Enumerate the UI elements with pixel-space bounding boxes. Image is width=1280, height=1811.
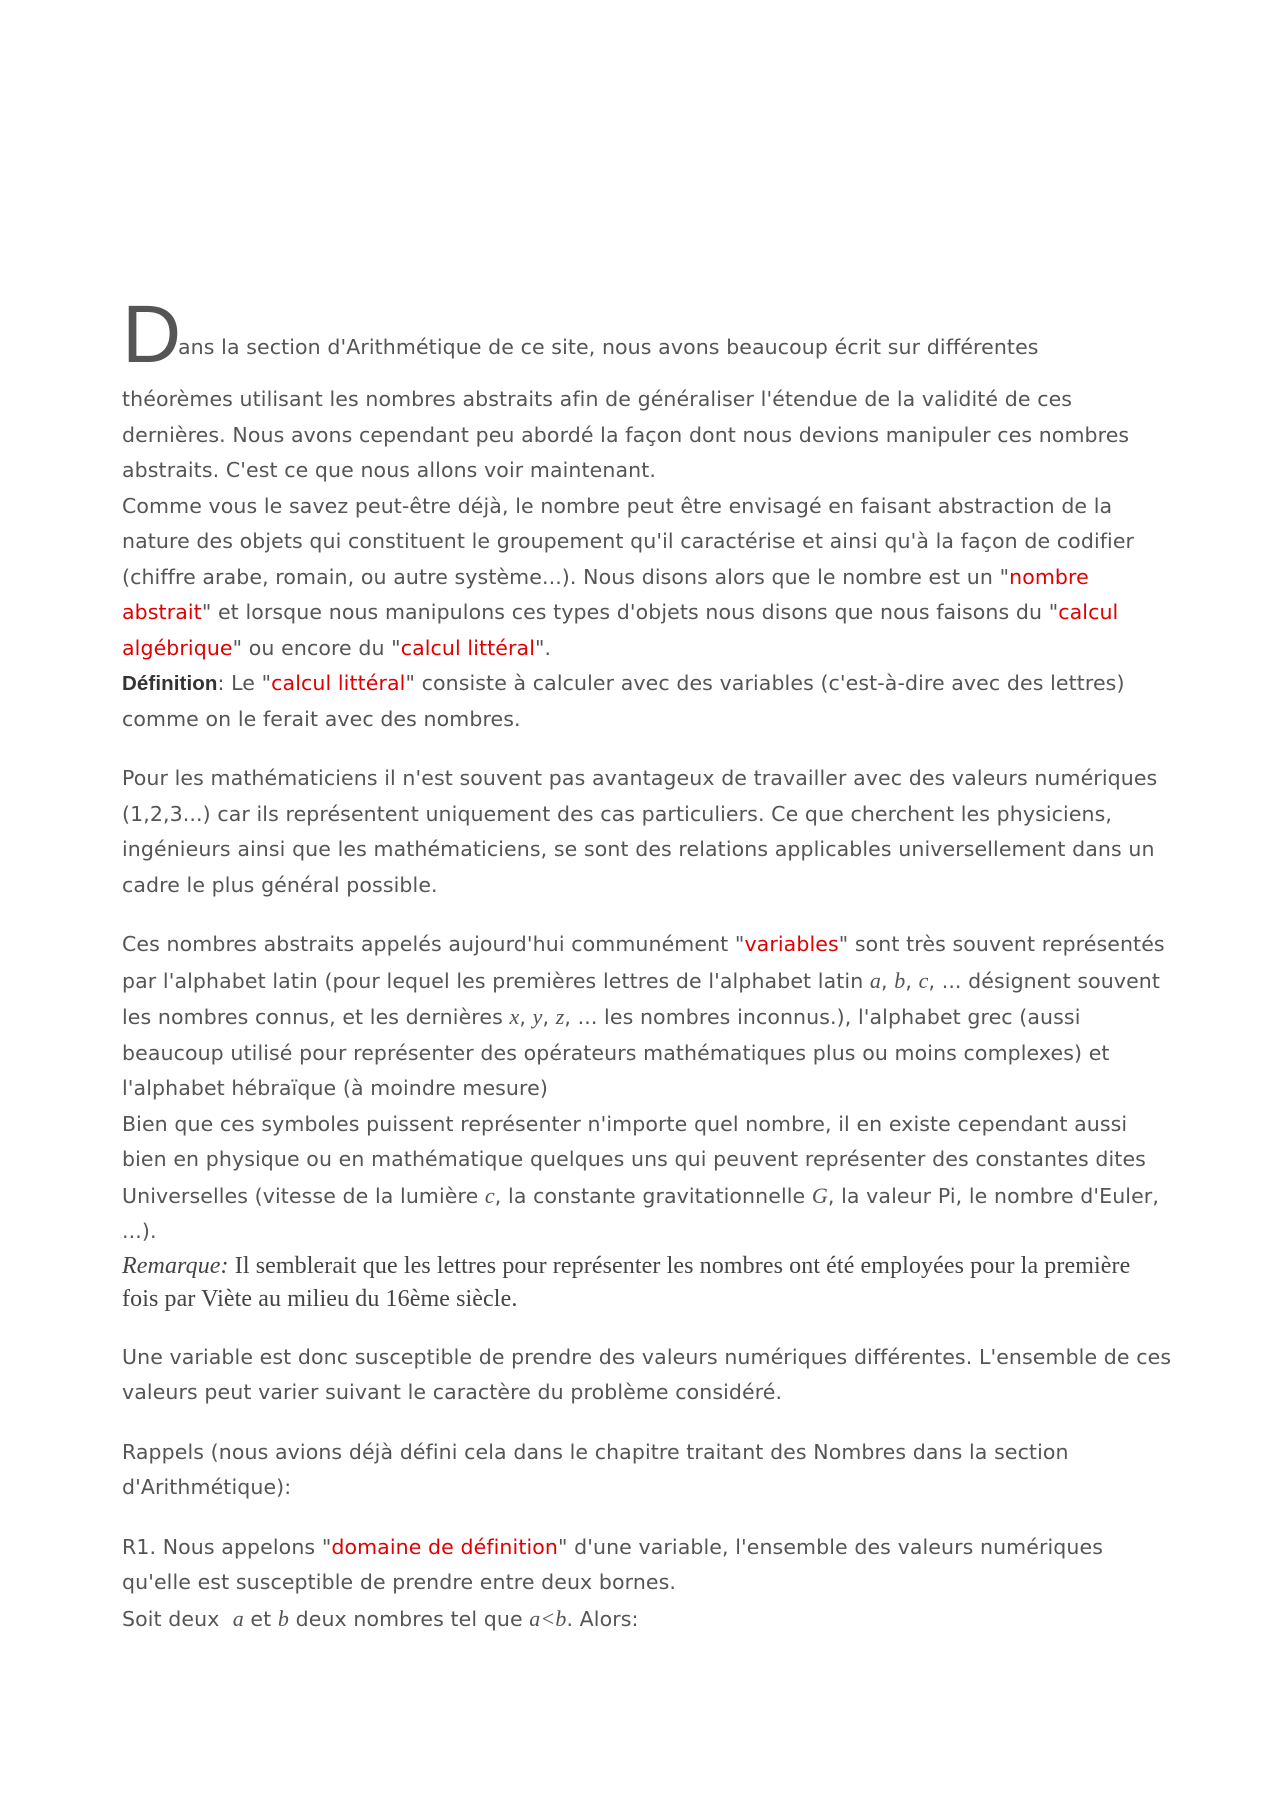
variable-x: x xyxy=(509,1004,520,1029)
text-span: et xyxy=(243,1606,278,1631)
variable-z: z xyxy=(555,1004,565,1029)
variable-b-last: b xyxy=(277,1605,289,1631)
r1-paragraph xyxy=(122,1530,1172,1601)
link-calcul-litteral[interactable]: calcul littéral xyxy=(400,635,535,660)
text-span: . Alors: xyxy=(566,1606,639,1631)
text-span: " consiste à calculer avec des variables (c'est-à-dire avec des lettres) comme on le ferait avec des nombres. xyxy=(122,671,1125,731)
mathematicians-paragraph: Pour les mathématiciens il n'est souvent pas avantageux de travailler avec des valeurs numériques (1,2,3...) car ils représentent uniquement des cas particuliers. Ce que cherchent les physiciens, ingénieurs ainsi que les mathématiciens, se sont des relations applicables universellement dans un cadre le plus général possible. xyxy=(122,766,1158,897)
text-span: , la constante gravitationnelle xyxy=(494,1183,812,1208)
text-span: " d'une variable, l'ensemble des valeurs numériques qu'elle est susceptible de prendre entre deux bornes. xyxy=(122,1534,1103,1594)
link-nombre-abstrait[interactable]: nombre abstrait xyxy=(122,564,1089,624)
text-span: ". xyxy=(535,635,552,660)
text-span: , xyxy=(881,968,895,993)
link-calcul-litteral-definition[interactable]: calcul littéral xyxy=(271,671,406,695)
text-span: R1. Nous appelons " xyxy=(122,1534,332,1559)
text-span: , xyxy=(905,968,919,993)
text-span: , xyxy=(519,1005,533,1029)
text-span: : Le " xyxy=(217,671,272,695)
text-span: " sont très souvent représentés par l'alphabet latin (pour lequel les premières lettres de l'alphabet latin xyxy=(122,932,1165,993)
text-span: , ... désignent souvent les nombres connus, et les dernières xyxy=(122,968,1161,1029)
reminders-paragraph: Rappels (nous avions déjà défini cela dans le chapitre traitant des Nombres dans la section d'Arithmétique): xyxy=(122,1439,1069,1499)
intro-first-line xyxy=(122,289,1172,382)
remark-label: Remarque: xyxy=(122,1252,229,1279)
variable-values-paragraph: Une variable est donc susceptible de prendre des valeurs numériques différentes. L'ensemble de ces valeurs peut varier suivant le caractère du problème considéré. xyxy=(122,1344,1172,1404)
paragraph-gap xyxy=(122,1411,1172,1435)
text-span: Ces nombres abstraits appelés aujourd'hui communément " xyxy=(122,932,745,956)
paragraph-gap xyxy=(122,1506,1172,1530)
abstract-number-paragraph xyxy=(122,489,1172,667)
variable-a: a xyxy=(869,967,882,993)
text-span: Soit deux xyxy=(122,1606,233,1631)
link-calcul-algebrique[interactable]: calcul algébrique xyxy=(122,600,1119,660)
paragraph-gap xyxy=(122,1316,1172,1340)
paragraph-gap xyxy=(122,903,1172,927)
variables-paragraph xyxy=(122,927,1172,1107)
text-span: " et lorsque nous manipulons ces types d'objets nous disons que nous faisons du " xyxy=(201,600,1059,624)
variable-c: c xyxy=(918,967,929,993)
intro-paragraph: théorèmes utilisant les nombres abstraits afin de généraliser l'étendue de la validité de ces dernières. Nous avons cependant peu abordé la façon dont nous devions manipuler ces nombres abstraits. C'est ce que nous allons voir maintenant. xyxy=(122,387,1130,482)
variable-g: G xyxy=(811,1182,828,1208)
paragraph-gap xyxy=(122,737,1172,761)
definition-label: Définition xyxy=(122,672,218,695)
variable-y: y xyxy=(532,1004,543,1029)
text-span: Comme vous le savez peut-être déjà, le nombre peut être envisagé en faisant abstraction de la nature des objets qui constituent le groupement qu'il caractérise et ainsi qu'à la façon de codifier (chiffre arabe, romain, ou autre système...). Nous disons alors que le nombre est un " xyxy=(122,493,1135,589)
link-domaine-de-definition[interactable]: domaine de définition xyxy=(331,1534,558,1559)
link-variables[interactable]: variables xyxy=(744,932,839,956)
variable-c-light: c xyxy=(484,1182,495,1208)
inequality-a-less-b: a<b xyxy=(529,1605,567,1631)
last-paragraph xyxy=(122,1601,1172,1638)
text-span: , xyxy=(542,1005,556,1029)
text-span: deux nombres tel que xyxy=(289,1606,530,1631)
text-span: " ou encore du " xyxy=(232,635,401,660)
text-span: , ... les nombres inconnus.), l'alphabet grec (aussi beaucoup utilisé pour représenter des opérateurs mathématiques plus ou moins complexes) et l'alphabet hébraïque (à moindre mesure) xyxy=(122,1005,1110,1100)
constants-paragraph xyxy=(122,1107,1172,1250)
remark-text: Il semblerait que les lettres pour représenter les nombres ont été employées pour la première fois par Viète au milieu du 16ème siècle. xyxy=(122,1252,1131,1312)
variable-b: b xyxy=(894,967,906,993)
variable-a-last: a xyxy=(232,1605,244,1631)
intro-first-line-text: ans la section d'Arithmétique de ce site, nous avons beaucoup écrit sur différentes xyxy=(178,335,1039,359)
document-body xyxy=(122,289,1172,1637)
definition-paragraph xyxy=(122,666,1172,737)
text-span: , la valeur Pi, le nombre d'Euler, ...). xyxy=(122,1183,1159,1243)
text-span: Bien que ces symboles puissent représenter n'importe quel nombre, il en existe cependant aussi bien en physique ou en mathématique quelques uns qui peuvent représenter des constantes dites Universelles (vitesse de la lumière xyxy=(122,1111,1146,1208)
drop-cap-letter: D xyxy=(122,289,182,380)
remark-paragraph xyxy=(122,1250,1172,1316)
